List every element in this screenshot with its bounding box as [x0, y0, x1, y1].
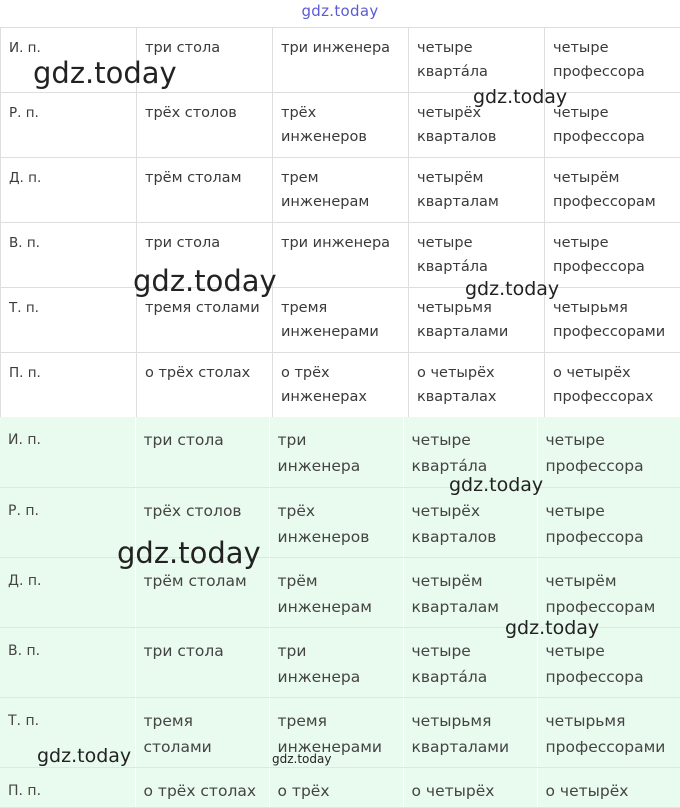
watermark: gdz.today [473, 86, 568, 108]
declension-cell: трёх столов [135, 487, 269, 557]
case-label: Р. п. [1, 93, 137, 158]
declension-cell: четырьмя кварталами [403, 697, 537, 767]
declension-table-2 [0, 417, 680, 808]
declension-cell: тремя столами [135, 697, 269, 767]
table-row [0, 557, 680, 627]
declension-cell: трёх столов [137, 93, 273, 158]
declension-cell: четырём кварталам [403, 557, 537, 627]
table-row [0, 487, 680, 557]
case-label: Т. п. [1, 288, 137, 353]
declension-cell: четырьмя кварталами [409, 288, 545, 353]
declension-cell: три инженера [269, 627, 403, 697]
declension-cell: трёх инженеров [269, 487, 403, 557]
declension-cell: четырёх кварталов [409, 93, 545, 158]
declension-cell: четырьмя профессорами [537, 697, 680, 767]
declension-cell: три инженера [269, 417, 403, 487]
declension-cell: четыре профессора [537, 417, 680, 487]
table-1-body [1, 28, 680, 418]
case-label: И. п. [1, 28, 137, 93]
declension-cell: о трёх столах [137, 353, 273, 418]
declension-cell: о четырёх профессорах [545, 353, 680, 418]
declension-cell: трём столам [135, 557, 269, 627]
table-row [1, 158, 680, 223]
case-label: В. п. [0, 627, 135, 697]
table-row [1, 288, 680, 353]
case-label: П. п. [1, 353, 137, 418]
declension-cell: три стола [135, 627, 269, 697]
declension-cell: три стола [137, 223, 273, 288]
case-label: П. п. [0, 767, 135, 807]
declension-cell: четыре профессора [545, 28, 680, 93]
watermark: gdz.today [117, 536, 261, 570]
case-label: Т. п. [0, 697, 135, 767]
declension-cell: тремя столами [137, 288, 273, 353]
declension-cell: четыре профессора [537, 627, 680, 697]
case-label: Р. п. [0, 487, 135, 557]
declension-cell: трёх инженеров [273, 93, 409, 158]
declension-cell: три инженера [273, 223, 409, 288]
declension-cell: четыре профессора [537, 487, 680, 557]
declension-cell: о трёх столах [135, 767, 269, 807]
watermark: gdz.today [505, 617, 600, 639]
watermark: gdz.today [133, 264, 277, 298]
table-row [0, 417, 680, 487]
case-label: Д. п. [1, 158, 137, 223]
table-row [1, 28, 680, 93]
table-row [1, 223, 680, 288]
declension-cell: четырём профессорам [545, 158, 680, 223]
case-label: В. п. [1, 223, 137, 288]
declension-cell: о четырёх [403, 767, 537, 807]
table-row [0, 627, 680, 697]
watermark: gdz.today [449, 474, 544, 496]
declension-cell: четырьмя профессорами [545, 288, 680, 353]
declension-table-1 [0, 27, 680, 418]
declension-cell: три стола [135, 417, 269, 487]
declension-cell: о четырёх кварталах [409, 353, 545, 418]
declension-cell: трем инженерам [273, 158, 409, 223]
declension-cell: о четырёх [537, 767, 680, 807]
declension-cell: о трёх инженерах [273, 353, 409, 418]
table-2-body [0, 417, 680, 807]
table-row [1, 353, 680, 418]
table-row [1, 93, 680, 158]
declension-cell: тремя инженерами [273, 288, 409, 353]
declension-cell: четыре квартáла [409, 28, 545, 93]
declension-cell: четырём профессорам [537, 557, 680, 627]
declension-cell: четыре профессора [545, 223, 680, 288]
watermark: gdz.today [465, 278, 560, 300]
declension-cell: трём столам [137, 158, 273, 223]
declension-cell: четыре квартáла [403, 627, 537, 697]
watermark-top: gdz.today [301, 2, 379, 20]
declension-cell: три инженера [273, 28, 409, 93]
watermark: gdz.today [272, 752, 332, 766]
declension-cell: о трёх [269, 767, 403, 807]
declension-cell: трём инженерам [269, 557, 403, 627]
declension-cell: четыре квартáла [403, 417, 537, 487]
declension-cell: четыре квартáла [409, 223, 545, 288]
case-label: Д. п. [0, 557, 135, 627]
declension-cell: четырём кварталам [409, 158, 545, 223]
case-label: И. п. [0, 417, 135, 487]
declension-cell: три стола [137, 28, 273, 93]
table-row [0, 767, 680, 807]
declension-cell: четыре профессора [545, 93, 680, 158]
declension-cell: четырёх кварталов [403, 487, 537, 557]
declension-cell: тремя инженерами [269, 697, 403, 767]
watermark: gdz.today [37, 745, 132, 767]
watermark: gdz.today [33, 56, 177, 90]
table-row [0, 697, 680, 767]
